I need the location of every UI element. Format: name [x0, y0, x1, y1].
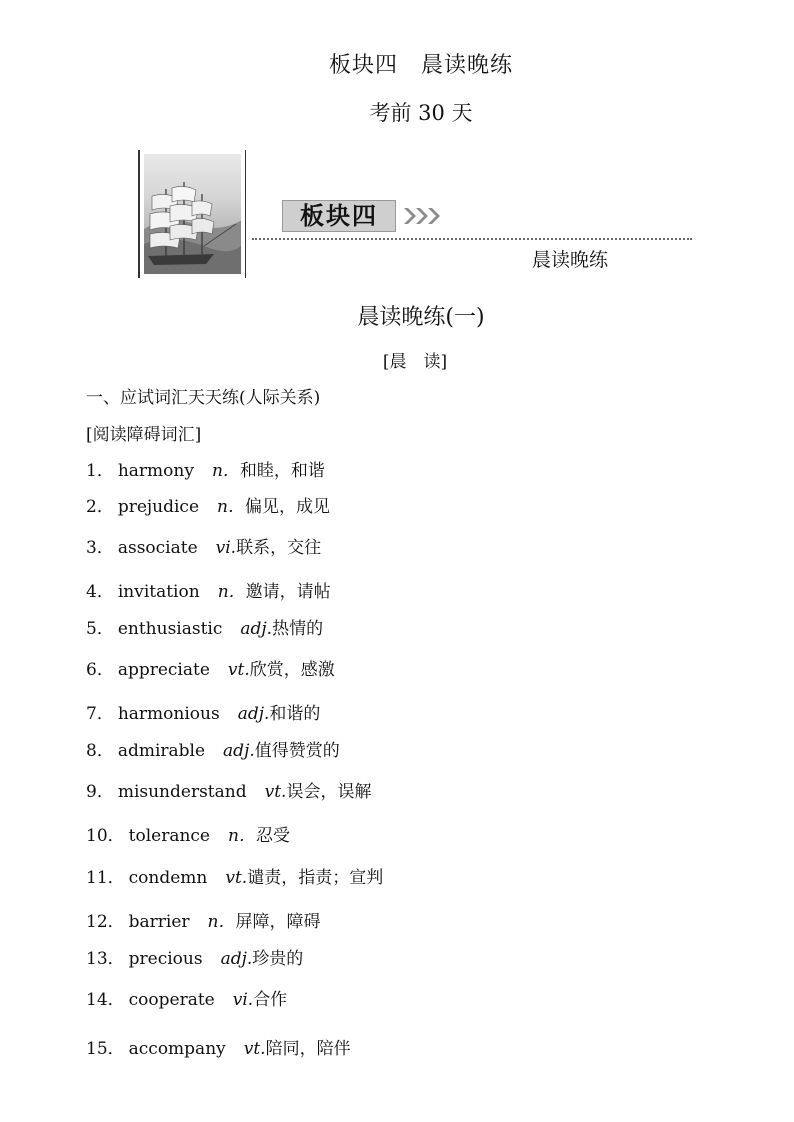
subsection-heading: 一、应试词汇天天练(人际关系) [86, 388, 321, 408]
banner-image [138, 150, 246, 278]
vocab-meaning: 误会，误解 [286, 782, 372, 802]
vocab-pos: adj. [220, 949, 253, 969]
vocab-pos: n． [217, 497, 245, 517]
vocab-number: 10． [86, 826, 125, 846]
vocab-word: invitation [117, 582, 200, 602]
vocab-pos: n． [211, 461, 240, 481]
vocab-pos: vt. [227, 660, 250, 680]
vocab-number: 7． [86, 704, 114, 724]
vocab-number: 3． [86, 538, 114, 558]
vocab-meaning: 珍贵的 [252, 949, 304, 969]
chevron-right-icon [402, 204, 446, 228]
vocab-number: 13． [86, 949, 125, 969]
vocab-number: 11． [86, 868, 125, 888]
vocab-number: 1． [86, 461, 114, 481]
vocab-word: admirable [117, 741, 206, 761]
vocab-number: 5． [86, 619, 114, 639]
vocab-meaning: 和谐的 [269, 704, 321, 724]
vocab-word: precious [128, 949, 203, 969]
vocab-number: 2． [86, 497, 114, 517]
vocab-word: appreciate [117, 660, 210, 680]
vocab-item [86, 985, 287, 1010]
vocab-item [86, 577, 331, 602]
vocab-meaning: 合作 [253, 990, 288, 1010]
vocab-item [86, 614, 323, 639]
vocab-number: 14． [86, 990, 125, 1010]
vocab-item [86, 863, 383, 888]
vocab-meaning: 忍受 [255, 826, 290, 846]
vocab-word: cooperate [128, 990, 215, 1010]
vocab-number: 4． [86, 582, 114, 602]
vocab-number: 15． [86, 1039, 125, 1059]
vocab-word: associate [117, 538, 198, 558]
vocab-item [86, 492, 330, 517]
vocab-pos: adj. [237, 704, 270, 724]
banner-label: 板块四 [282, 200, 396, 232]
vocab-pos: n． [228, 826, 256, 846]
vocab-pos: adj. [223, 741, 255, 761]
vocab-word: misunderstand [117, 782, 247, 802]
vocab-meaning: 谴责，指责；宣判 [247, 868, 384, 888]
vocab-number: 12． [86, 912, 125, 932]
vocab-item [86, 736, 340, 761]
sailing-ship-illustration [144, 154, 241, 274]
vocab-pos: adj. [240, 619, 273, 639]
vocab-number: 9． [86, 782, 114, 802]
vocab-meaning: 热情的 [272, 619, 324, 639]
vocab-meaning: 联系，交往 [236, 538, 322, 558]
vocab-number: 8． [86, 741, 114, 761]
vocab-pos: vt. [225, 868, 248, 888]
vocab-word: harmony [117, 461, 194, 481]
vocab-number: 6． [86, 660, 114, 680]
vocab-item [86, 944, 303, 969]
reading-tag: [晨 读] [382, 352, 448, 372]
vocab-item [86, 777, 371, 802]
vocab-meaning: 欣赏，感激 [249, 660, 335, 680]
section-title: 晨读晚练(一) [357, 305, 485, 330]
vocab-word: tolerance [128, 826, 210, 846]
vocab-word: harmonious [117, 704, 220, 724]
banner-divider [252, 238, 692, 240]
vocab-item [86, 699, 320, 724]
vocab-item [86, 907, 321, 932]
vocab-item [86, 456, 325, 481]
vocab-word: condemn [128, 868, 208, 888]
vocab-meaning: 偏见，成见 [244, 497, 330, 517]
vocab-item [86, 1034, 351, 1059]
vocab-pos: vt. [243, 1039, 266, 1059]
vocab-meaning: 屏障，障碍 [235, 912, 321, 932]
vocab-pos: n． [217, 582, 246, 602]
vocab-word: prejudice [117, 497, 200, 517]
page-subtitle: 考前 30 天 [369, 101, 473, 125]
vocab-pos: vt. [264, 782, 287, 802]
vocab-pos: n． [207, 912, 236, 932]
vocab-item [86, 533, 321, 558]
vocab-word: accompany [128, 1039, 226, 1059]
vocab-meaning: 和睦，和谐 [239, 461, 325, 481]
vocab-item [86, 655, 335, 680]
vocab-meaning: 陪同，陪伴 [265, 1039, 351, 1059]
vocab-heading: [阅读障碍词汇] [86, 425, 202, 445]
vocab-word: barrier [128, 912, 190, 932]
vocab-word: enthusiastic [117, 619, 223, 639]
vocab-meaning: 值得赞赏的 [254, 741, 340, 761]
page-title: 板块四 晨读晚练 [328, 53, 513, 78]
vocab-pos: vi. [215, 538, 237, 558]
vocab-meaning: 邀请，请帖 [245, 582, 331, 602]
banner-caption: 晨读晚练 [532, 249, 609, 271]
vocab-item [86, 821, 290, 846]
vocab-pos: vi. [232, 990, 254, 1010]
